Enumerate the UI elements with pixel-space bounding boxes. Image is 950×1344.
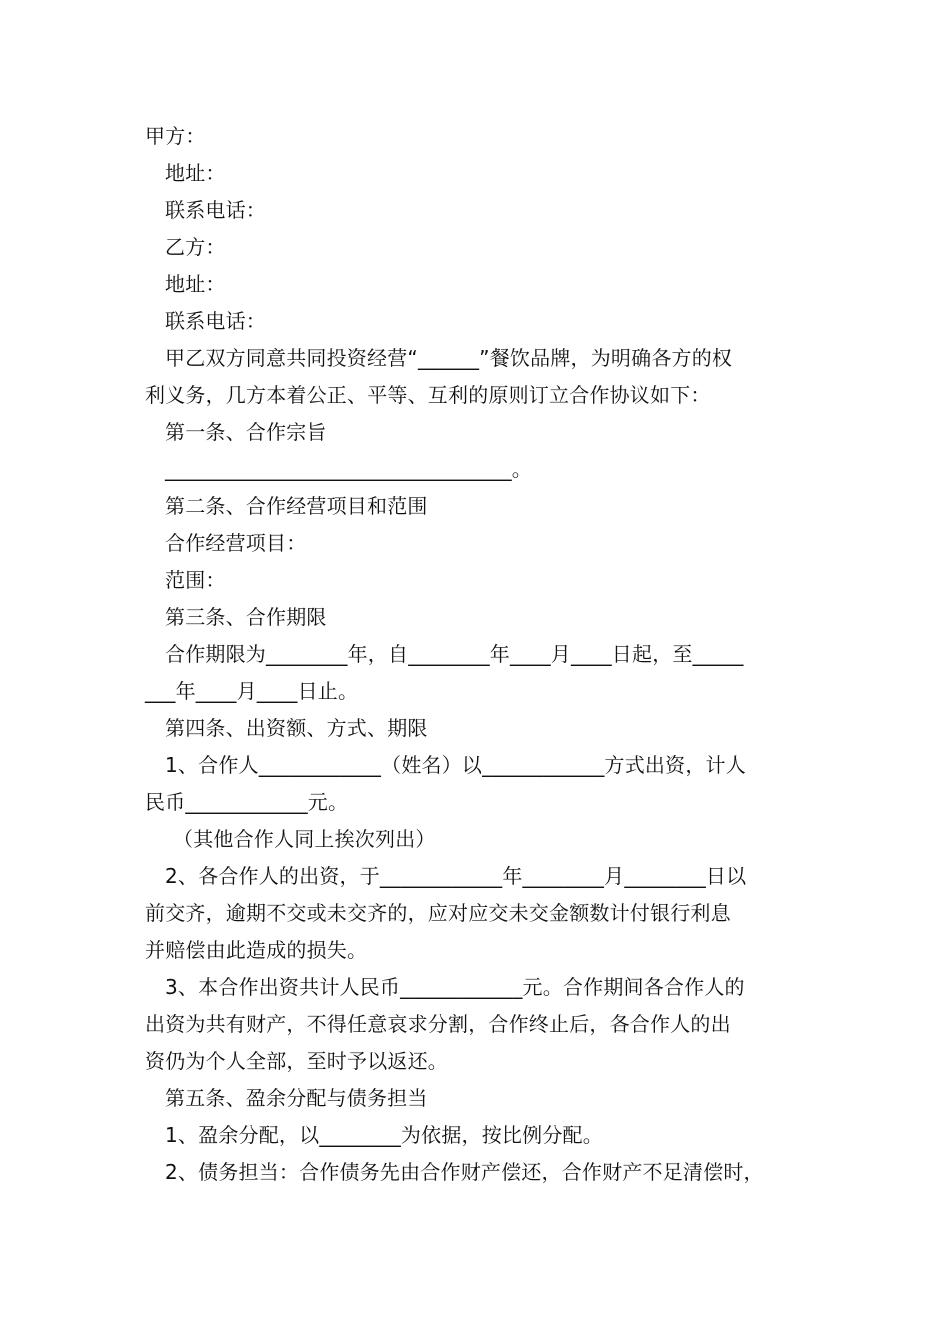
party-a-phone: 联系电话： (165, 198, 266, 222)
article-1-blank: __________________________________。 (165, 457, 532, 481)
profit-distribution: 1、盈余分配，以________为依据，按比例分配。 (165, 1123, 603, 1147)
article-1-heading: 第一条、合作宗旨 (165, 420, 327, 444)
contribution-1-line-1: 1、合作人____________（姓名）以____________方式出资，计人 (165, 753, 746, 777)
article-4-heading: 第四条、出资额、方式、期限 (165, 716, 428, 740)
contract-body (145, 118, 825, 1191)
term-line-2: ___年____月____日止。 (145, 679, 359, 703)
party-b-label: 乙方： (165, 235, 226, 259)
debt-responsibility: 2、债务担当：合作债务先由合作财产偿还，合作财产不足清偿时， (165, 1160, 764, 1184)
article-5-heading: 第五条、盈余分配与债务担当 (165, 1086, 428, 1110)
party-b-phone: 联系电话： (165, 309, 266, 333)
contribution-2-line-3: 并赔偿由此造成的损失。 (145, 938, 368, 962)
preamble-line-2: 利义务，几方本着公正、平等、互利的原则订立合作协议如下： (145, 383, 711, 407)
contribution-2-line-1: 2、各合作人的出资，于____________年________月________日以 (165, 864, 747, 888)
contribution-3-line-2: 出资为共有财产，不得任意哀求分割，合作终止后，各合作人的出 (145, 1012, 731, 1036)
business-project: 合作经营项目： (165, 531, 307, 555)
party-b-address: 地址： (165, 272, 226, 296)
preamble-line-1: 甲乙双方同意共同投资经营“______”餐饮品牌，为明确各方的权 (165, 346, 733, 370)
party-a-label: 甲方： (145, 124, 206, 148)
term-line-1: 合作期限为________年，自________年____月____日起，至_____ (165, 642, 744, 666)
business-scope: 范围： (165, 568, 226, 592)
contribution-3-line-3: 资仍为个人全部，至时予以返还。 (145, 1049, 448, 1073)
article-2-heading: 第二条、合作经营项目和范围 (165, 494, 428, 518)
contribution-note: （其他合作人同上挨次列出） (173, 827, 436, 851)
party-a-address: 地址： (165, 161, 226, 185)
contribution-3-line-1: 3、本合作出资共计人民币____________元。合作期间各合作人的 (165, 975, 745, 999)
contribution-1-line-2: 民币____________元。 (145, 790, 349, 814)
contribution-2-line-2: 前交齐，逾期不交或未交齐的，应对应交未交金额数计付银行利息 (145, 901, 731, 925)
article-3-heading: 第三条、合作期限 (165, 605, 327, 629)
